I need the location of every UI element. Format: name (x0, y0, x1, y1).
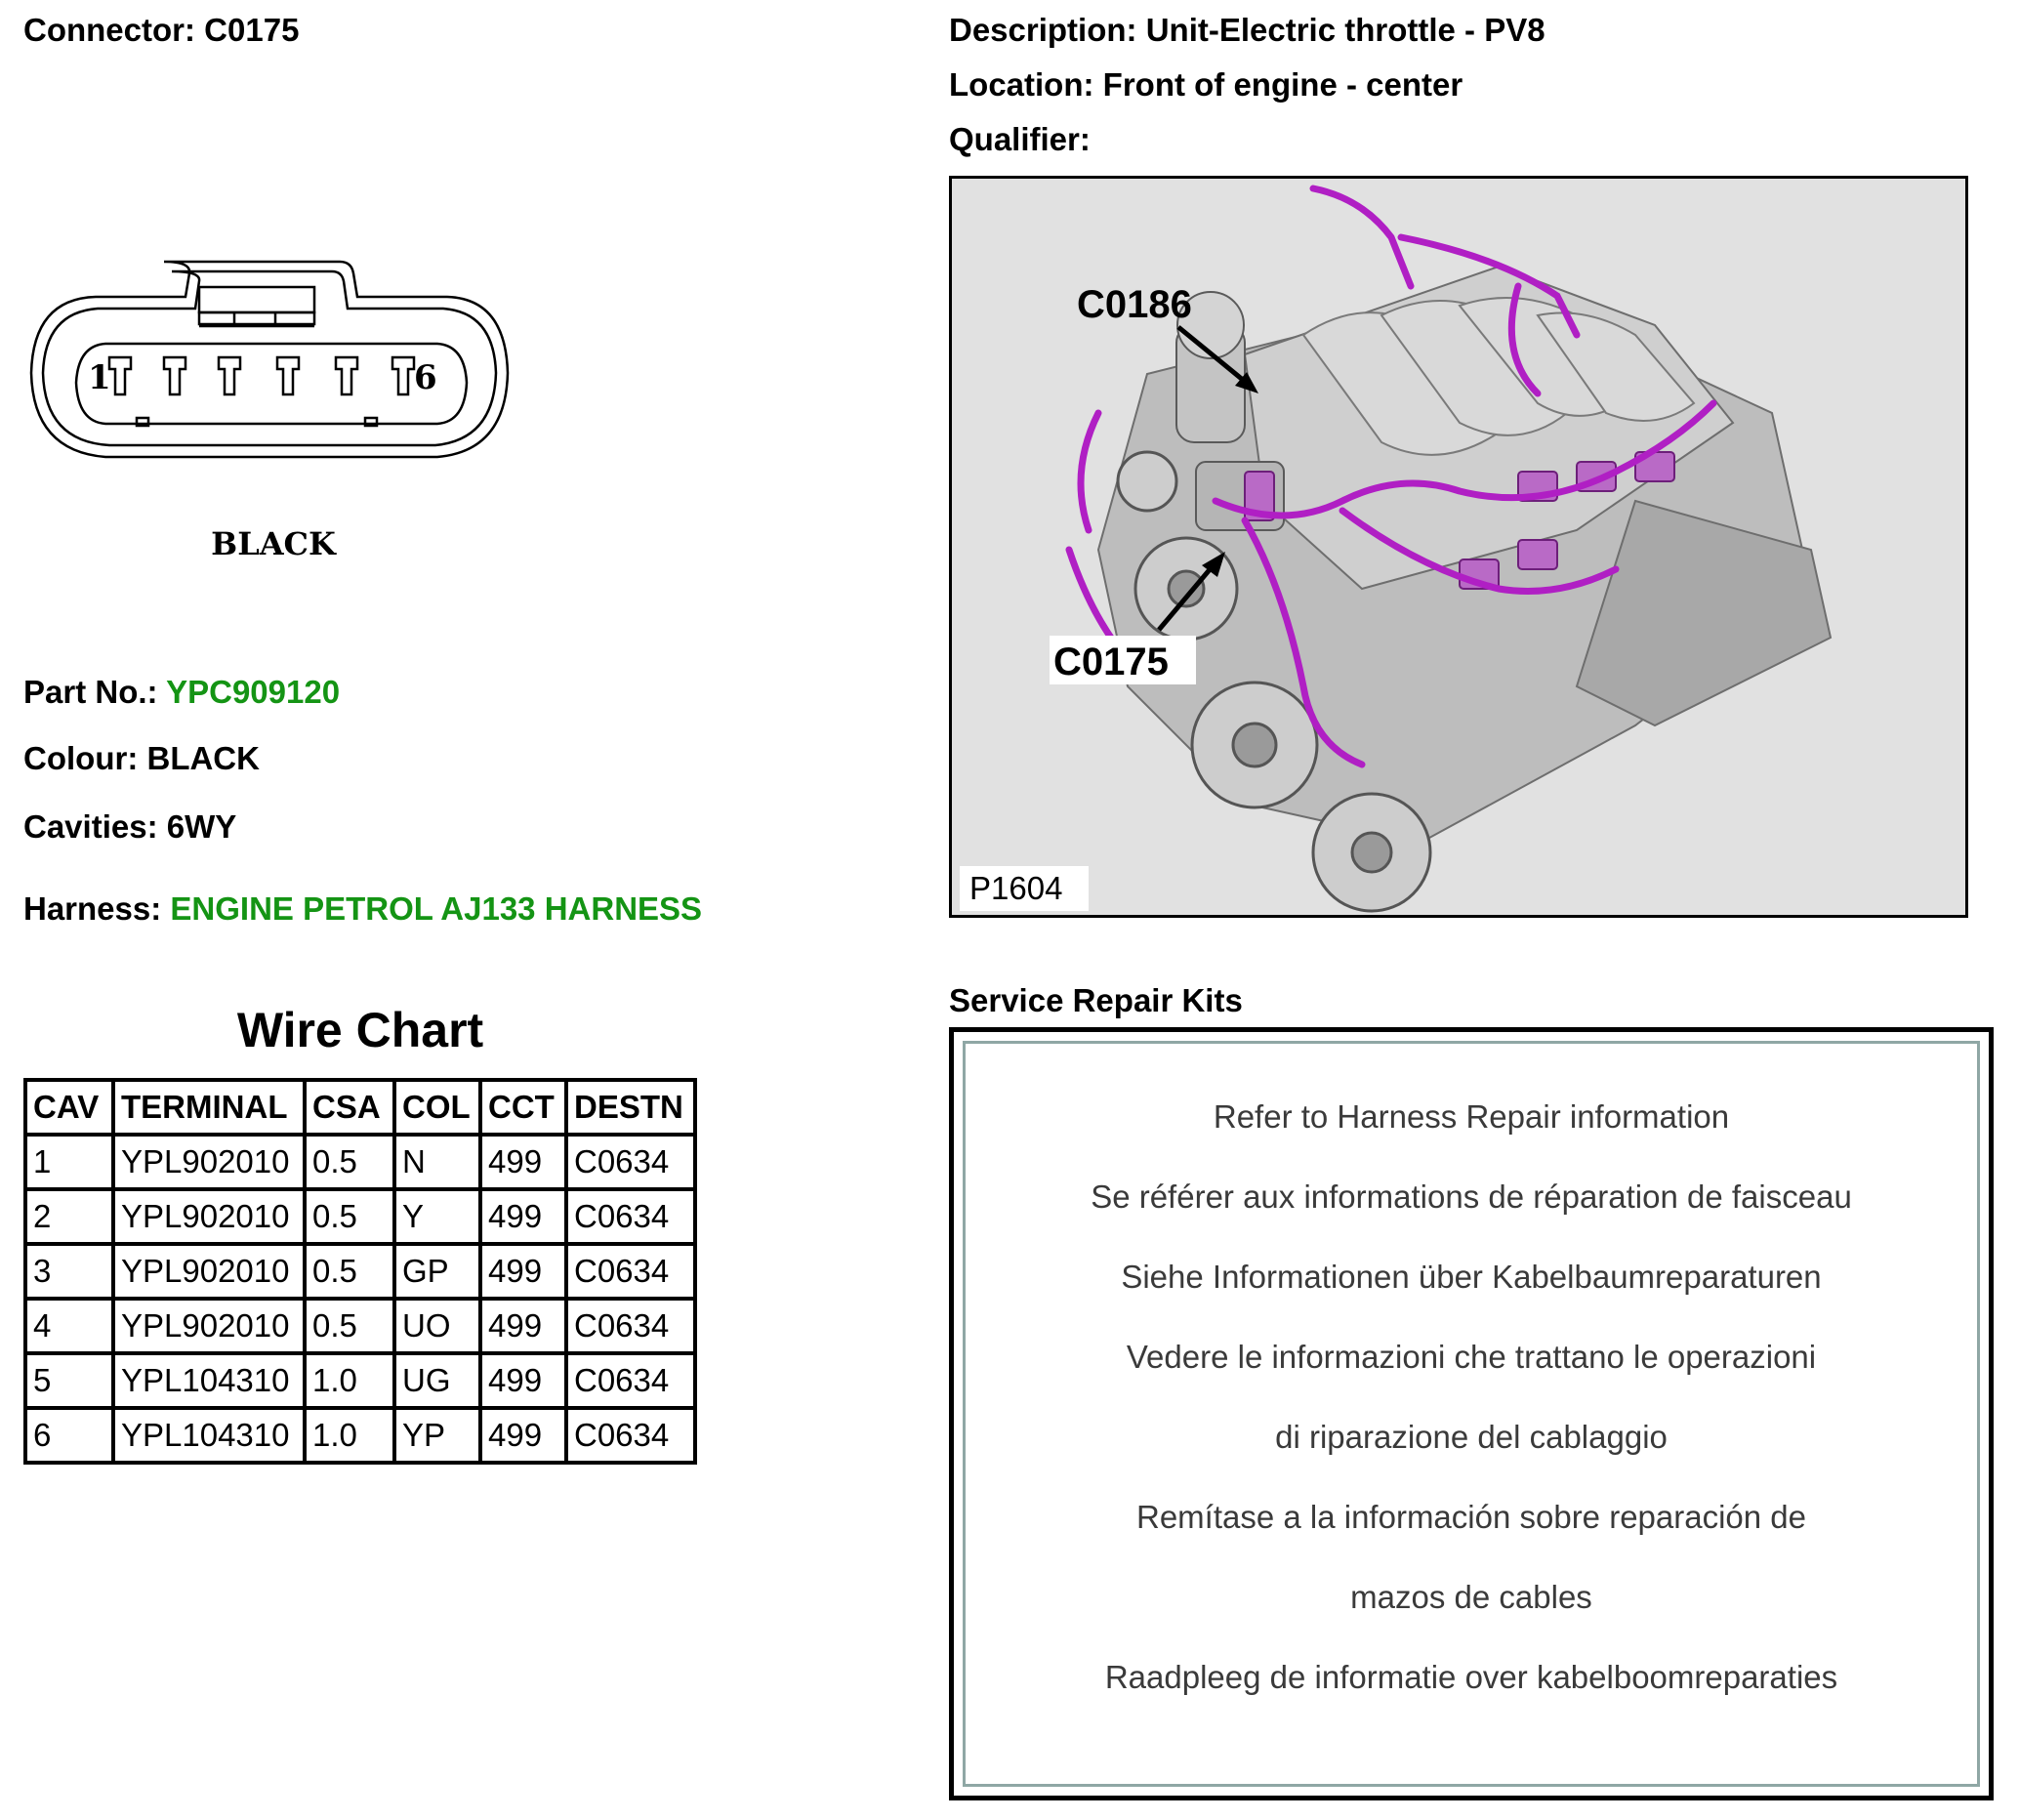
cell-cct: 499 (480, 1299, 566, 1353)
connector-terminals (109, 357, 414, 394)
cell-destn: C0634 (566, 1299, 695, 1353)
qualifier-label: Qualifier: (949, 121, 1091, 157)
cell-cav: 6 (25, 1408, 113, 1463)
description-value: Unit-Electric throttle - PV8 (1145, 12, 1545, 48)
table-row (25, 1189, 695, 1244)
description-info (949, 12, 1545, 49)
connector-colour-caption: BLACK (211, 525, 336, 562)
cell-cct: 499 (480, 1353, 566, 1408)
cell-terminal: YPL902010 (113, 1189, 305, 1244)
wire-chart-title: Wire Chart (236, 1003, 484, 1057)
cell-destn: C0634 (566, 1135, 695, 1189)
engine-location-image (949, 176, 1968, 918)
connector-id: C0175 (204, 12, 300, 48)
table-row (25, 1353, 695, 1408)
figure-id-label: P1604 (960, 866, 1089, 911)
harness-info (23, 890, 702, 928)
callout-c0186-label: C0186 (1077, 283, 1192, 326)
cell-cav: 3 (25, 1244, 113, 1299)
cell-csa: 0.5 (305, 1189, 394, 1244)
connector-title (23, 12, 299, 49)
cell-cct: 499 (480, 1244, 566, 1299)
pin-1-label: 1 (88, 358, 111, 397)
header-terminal: TERMINAL (113, 1080, 305, 1135)
header-cav: CAV (25, 1080, 113, 1135)
cell-cav: 5 (25, 1353, 113, 1408)
cell-terminal: YPL104310 (113, 1353, 305, 1408)
table-row (25, 1408, 695, 1463)
cell-terminal: YPL902010 (113, 1299, 305, 1353)
cell-col: Y (394, 1189, 480, 1244)
connector-face-diagram (27, 256, 515, 568)
cavities-value: 6WY (166, 808, 237, 845)
cell-terminal: YPL902010 (113, 1244, 305, 1299)
kit-line-es-2: mazos de cables (1350, 1579, 1592, 1615)
cell-cct: 499 (480, 1135, 566, 1189)
kit-line-de: Siehe Informationen über Kabelbaumreparaturen (1121, 1259, 1822, 1295)
header-cct: CCT (480, 1080, 566, 1135)
cell-cav: 4 (25, 1299, 113, 1353)
qualifier-info (949, 121, 1091, 158)
cell-destn: C0634 (566, 1244, 695, 1299)
connector-label: Connector: (23, 12, 195, 48)
part-number-label: Part No.: (23, 674, 158, 710)
kit-line-en: Refer to Harness Repair information (1213, 1098, 1730, 1135)
location-info (949, 66, 1463, 103)
kit-line-it-2: di riparazione del cablaggio (1275, 1419, 1668, 1455)
header-col: COL (394, 1080, 480, 1135)
pin-6-label: 6 (414, 358, 437, 397)
kit-line-fr: Se référer aux informations de réparation de faisceau (1091, 1179, 1852, 1215)
cell-cct: 499 (480, 1408, 566, 1463)
cell-csa: 0.5 (305, 1135, 394, 1189)
part-number-link[interactable]: YPC909120 (166, 674, 341, 710)
location-value: Front of engine - center (1102, 66, 1463, 103)
cavities-info (23, 808, 236, 846)
cell-col: UO (394, 1299, 480, 1353)
cell-csa: 0.5 (305, 1244, 394, 1299)
cell-col: YP (394, 1408, 480, 1463)
cell-col: GP (394, 1244, 480, 1299)
service-kits-inner (963, 1041, 1980, 1787)
cell-csa: 1.0 (305, 1353, 394, 1408)
cell-col: UG (394, 1353, 480, 1408)
colour-info (23, 740, 260, 777)
cell-cct: 499 (480, 1189, 566, 1244)
cell-destn: C0634 (566, 1189, 695, 1244)
table-row (25, 1135, 695, 1189)
colour-label: Colour: (23, 740, 139, 776)
service-kits-box (949, 1027, 1994, 1800)
cell-destn: C0634 (566, 1353, 695, 1408)
harness-link[interactable]: ENGINE PETROL AJ133 HARNESS (170, 890, 703, 927)
cell-destn: C0634 (566, 1408, 695, 1463)
part-number (23, 674, 340, 711)
cavities-label: Cavities: (23, 808, 158, 845)
cell-terminal: YPL104310 (113, 1408, 305, 1463)
engine-illustration (952, 179, 1965, 915)
cell-cav: 1 (25, 1135, 113, 1189)
harness-label: Harness: (23, 890, 162, 927)
location-label: Location: (949, 66, 1094, 103)
kit-line-es-1: Remítase a la información sobre reparación de (1135, 1499, 1807, 1535)
cell-csa: 0.5 (305, 1299, 394, 1353)
colour-value: BLACK (146, 740, 260, 776)
header-csa: CSA (305, 1080, 394, 1135)
cell-terminal: YPL902010 (113, 1135, 305, 1189)
cell-csa: 1.0 (305, 1408, 394, 1463)
service-kits-title: Service Repair Kits (949, 982, 1243, 1018)
header-destn: DESTN (566, 1080, 695, 1135)
callout-c0175-label: C0175 (1053, 641, 1169, 683)
kit-line-nl: Raadpleeg de informatie over kabelboomreparaties (1104, 1659, 1838, 1695)
description-label: Description: (949, 12, 1137, 48)
table-row (25, 1299, 695, 1353)
table-row (25, 1244, 695, 1299)
kit-line-it-1: Vedere le informazioni che trattano le operazioni (1126, 1339, 1817, 1375)
wire-chart-table (23, 1078, 697, 1465)
cell-cav: 2 (25, 1189, 113, 1244)
cell-col: N (394, 1135, 480, 1189)
wire-chart-header-row (25, 1080, 695, 1135)
